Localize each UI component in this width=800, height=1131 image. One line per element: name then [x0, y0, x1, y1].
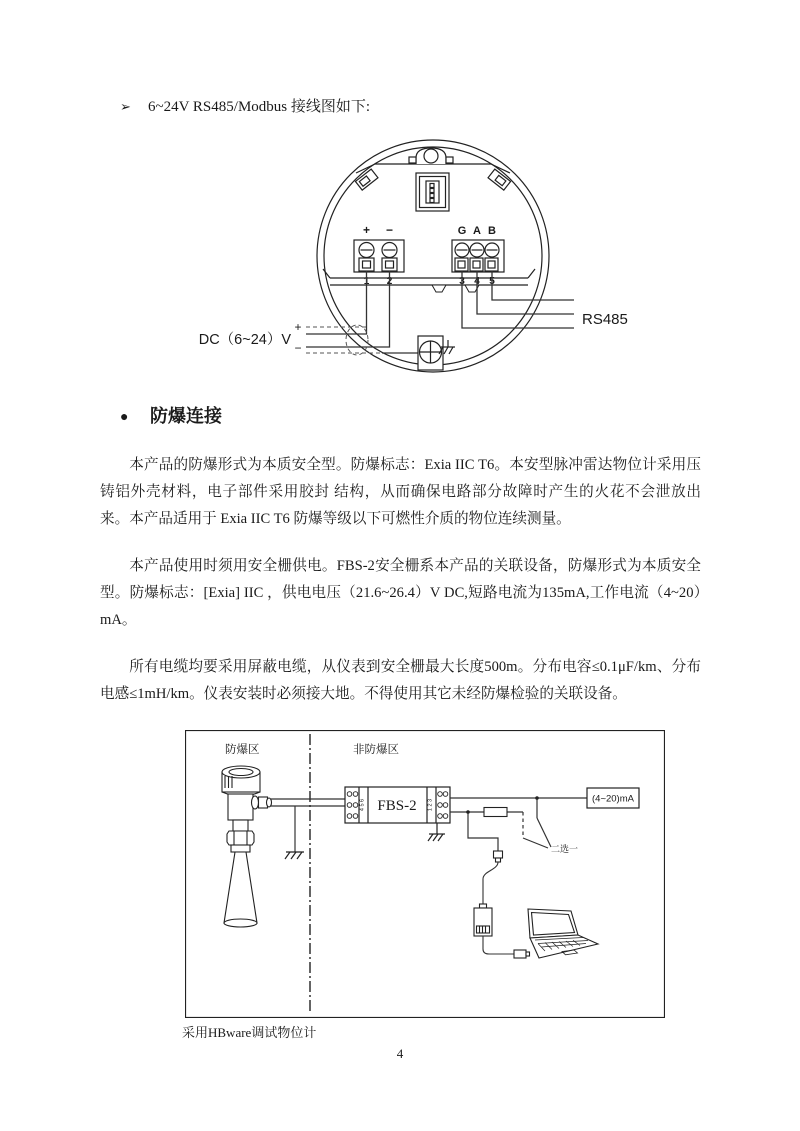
section-header [120, 402, 222, 428]
current-output-label: (4~20)mA [592, 793, 634, 805]
dc-minus: − [294, 341, 302, 355]
terminal-3: 3 [459, 276, 465, 287]
paragraph: 所有电缆均要采用屏蔽电缆，从仪表到安全栅最大长度500m。分布电容≤0.1μF/km、分布电感≤1mH/km。仪表安装时必须接大地。不得使用其它未经防爆检验的关联设备。 [100, 659, 701, 702]
barrier-label: FBS-2 [377, 798, 417, 814]
terminal-5: 5 [489, 276, 495, 287]
junction-dot [466, 810, 470, 814]
label-g: G [457, 225, 467, 237]
dc-label: DC（6~24）V [198, 332, 291, 348]
figure-caption: 采用HBware调试物位计 [182, 1025, 317, 1040]
label-plus: + [362, 223, 371, 237]
zone-hazardous-label: 防爆区 [225, 744, 260, 756]
barrier-terminals-left: 4 5 6 [359, 798, 366, 812]
terminal-2: 2 [386, 276, 393, 287]
section-title: 防爆连接 [150, 406, 222, 426]
page-number: 4 [396, 1046, 404, 1061]
label-minus: − [385, 223, 394, 237]
paragraph: 本产品使用时须用安全栅供电。FBS-2安全栅系本产品的关联设备，防爆形式为本质安全型。防爆标志：[Exia] IIC ，供电电压（21.6~26.4）V DC,短路电流为135mA,工作电流（4~20）mA。 [100, 558, 701, 628]
band-notches [432, 285, 479, 292]
choice-label: 二选一 [551, 844, 579, 854]
zone-safe-label: 非防爆区 [353, 744, 399, 756]
body-text [100, 452, 701, 728]
junction-dot [535, 796, 539, 800]
safety-barrier-diagram [185, 730, 665, 1018]
barrier-terminals-right: 1 2 3 [427, 798, 434, 812]
dc-plus: + [294, 320, 302, 334]
label-a: A [473, 225, 481, 237]
intro-text: 6~24V RS485/Modbus 接线图如下: [148, 99, 371, 115]
display-connector [416, 173, 449, 211]
power-terminal-block [354, 240, 404, 272]
rs485-wiring-diagram [150, 128, 650, 380]
resistor [484, 808, 507, 817]
rs485-terminal-block [452, 240, 504, 272]
intro-line [120, 95, 370, 116]
terminal-1: 1 [363, 276, 370, 287]
terminal-4: 4 [474, 276, 480, 287]
rs485-label: RS485 [582, 311, 628, 328]
arrow-bullet-icon: ➢ [120, 99, 131, 114]
dot-bullet-icon: ● [120, 410, 129, 425]
paragraph: 本产品的防爆形式为本质安全型。防爆标志：Exia IIC T6。本安型脉冲雷达物位计采用压铸铝外壳材料，电子部件采用胶封 结构，从而确保电路部分故障时产生的火花不会泄放出来。本产品适用于 Exia IIC T6 防爆等级以下可燃性介质的物位连续测量。 [100, 457, 701, 527]
label-b: B [488, 225, 496, 237]
